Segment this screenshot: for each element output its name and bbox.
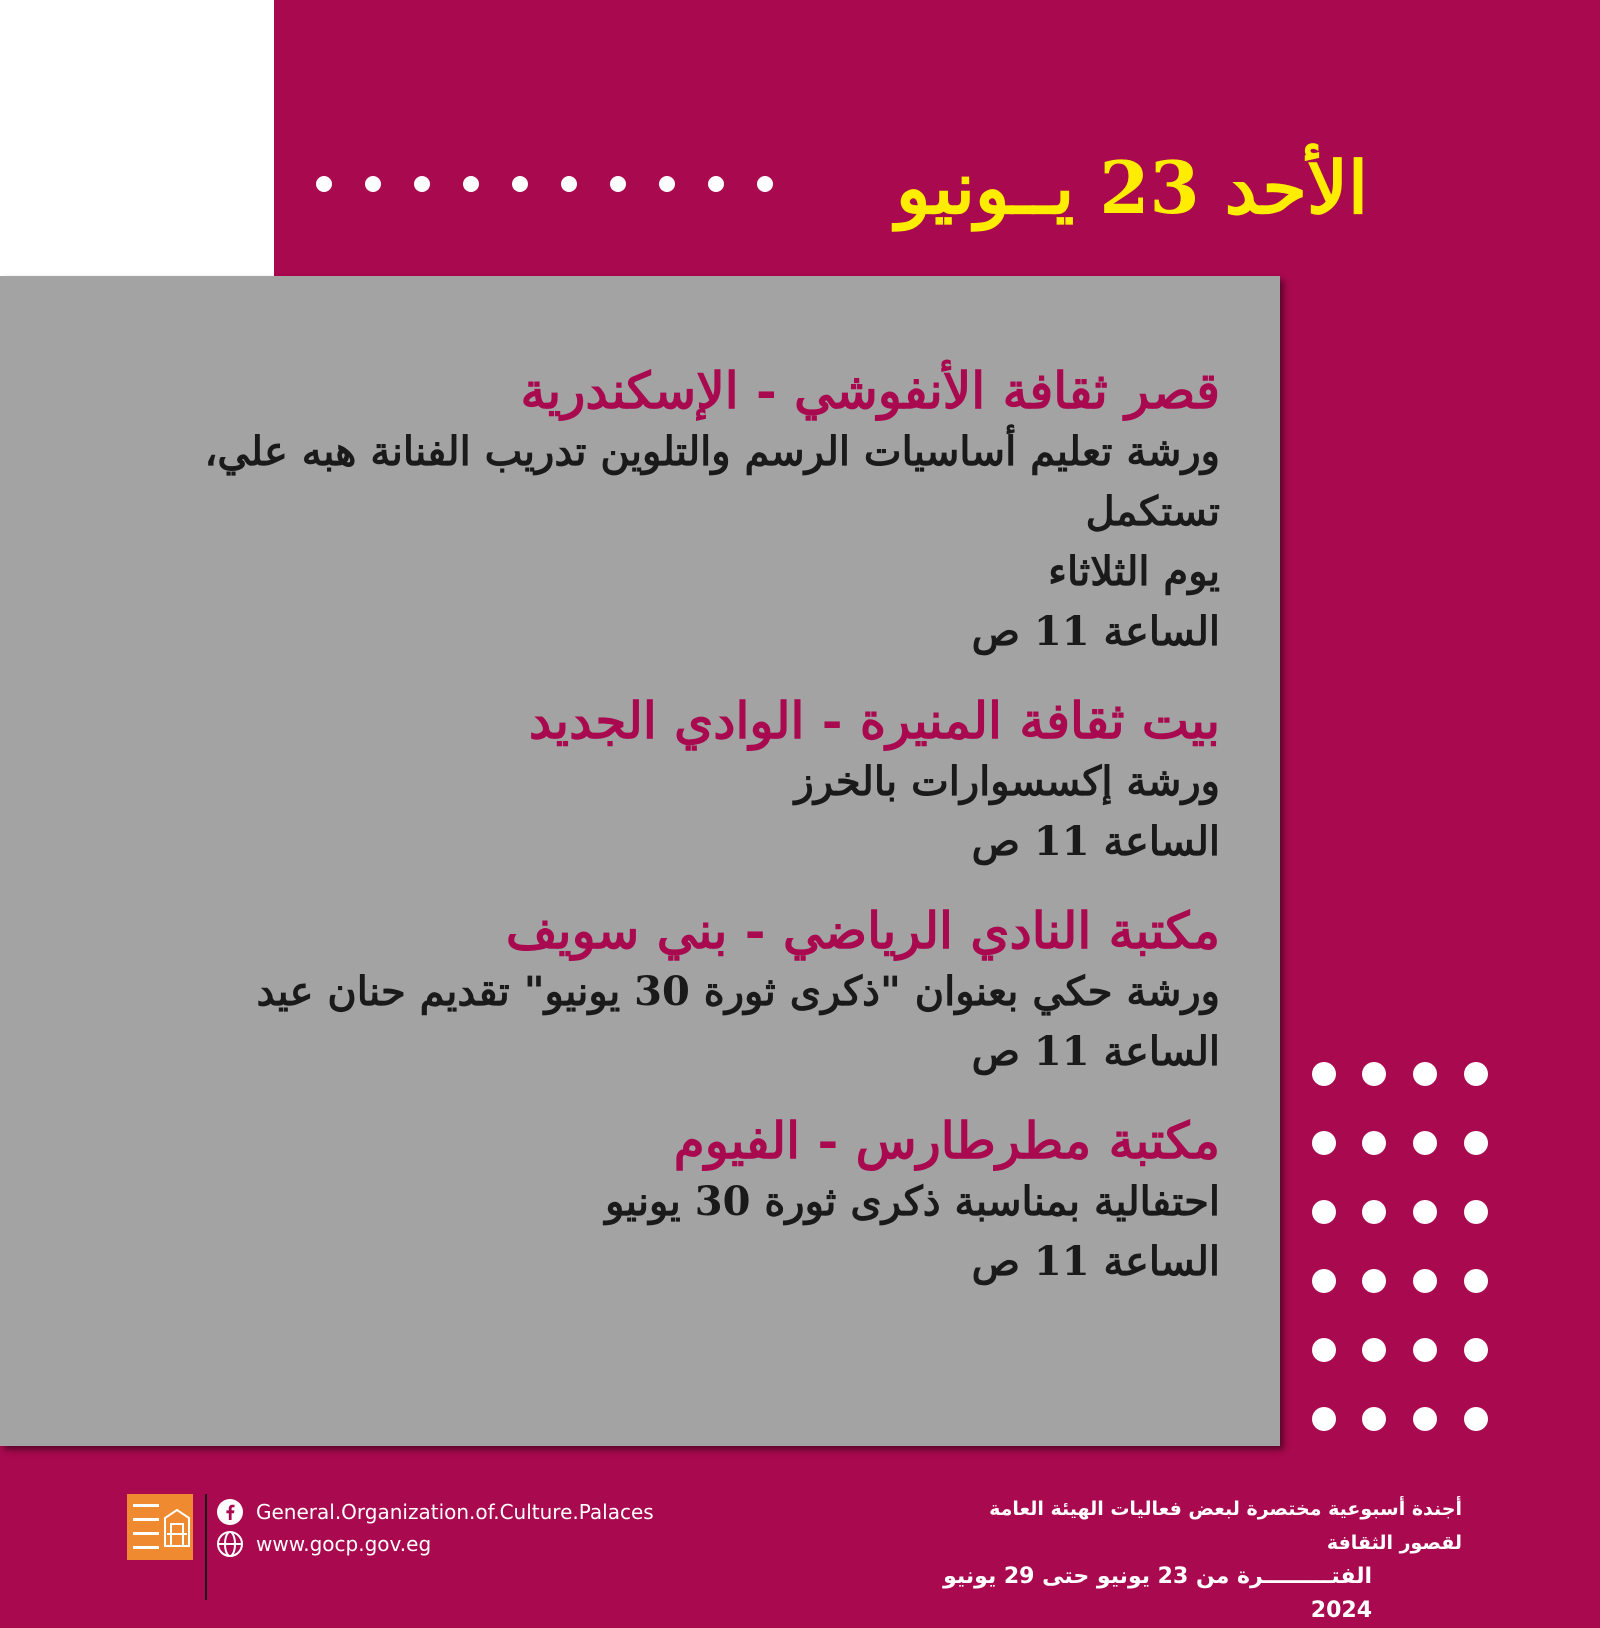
footer-divider: [205, 1494, 207, 1600]
decorative-dot: [1362, 1062, 1386, 1086]
event-description: ورشة تعليم أساسيات الرسم والتلوين تدريب الفنانة هبه علي، تستكمل: [204, 428, 1220, 535]
day-title: الأحد 23 يــونيو: [895, 145, 1368, 230]
white-corner-block: [0, 0, 274, 276]
decorative-dot: [659, 176, 675, 192]
decorative-dot: [1312, 1062, 1336, 1086]
facebook-link[interactable]: General.Organization.of.Culture.Palaces: [256, 1500, 654, 1524]
event-description: يوم الثلاثاء: [1048, 548, 1220, 595]
event-description: ورشة حكي بعنوان "ذكرى ثورة 30 يونيو" تقديم حنان عيد: [256, 968, 1220, 1015]
footer-agenda: [940, 1492, 1462, 1628]
facebook-icon: [216, 1498, 244, 1526]
decorative-dot: [1312, 1269, 1336, 1293]
gocp-logo: [127, 1494, 193, 1560]
events-list: [80, 360, 1220, 1320]
decorative-dot: [1312, 1131, 1336, 1155]
decorative-dot: [1362, 1407, 1386, 1431]
event-venue: مكتبة النادي الرياضي - بني سويف: [505, 901, 1220, 960]
decorative-dot: [1362, 1200, 1386, 1224]
decorative-dot: [1362, 1131, 1386, 1155]
decorative-dot: [365, 176, 381, 192]
decorative-dot: [610, 176, 626, 192]
event-venue: مكتبة مطرطارس - الفيوم: [673, 1111, 1220, 1170]
decorative-dot: [1464, 1062, 1488, 1086]
event-description: احتفالية بمناسبة ذكرى ثورة 30 يونيو: [605, 1178, 1220, 1225]
facebook-row[interactable]: [216, 1496, 654, 1528]
event-venue: قصر ثقافة الأنفوشي - الإسكندرية: [520, 361, 1220, 420]
decorative-dot: [512, 176, 528, 192]
globe-icon: [216, 1530, 244, 1558]
website-link[interactable]: www.gocp.gov.eg: [256, 1532, 432, 1556]
decorative-dot: [1464, 1131, 1488, 1155]
event-item: [80, 360, 1220, 662]
event-item: [80, 900, 1220, 1082]
gocp-logo-mark: [127, 1494, 193, 1560]
decorative-dot: [1413, 1062, 1437, 1086]
decorative-dot: [1413, 1131, 1437, 1155]
decorative-dot: [561, 176, 577, 192]
decorative-dots-row: [316, 176, 790, 192]
decorative-dot: [1312, 1200, 1336, 1224]
decorative-dot: [1413, 1200, 1437, 1224]
decorative-dot: [1312, 1338, 1336, 1362]
event-time: الساعة 11 ص: [971, 818, 1220, 865]
event-time: الساعة 11 ص: [971, 1238, 1220, 1285]
decorative-dot: [1464, 1200, 1488, 1224]
decorative-dot: [463, 176, 479, 192]
decorative-dot: [708, 176, 724, 192]
decorative-dot: [1413, 1338, 1437, 1362]
event-item: [80, 1110, 1220, 1292]
decorative-dot: [1362, 1269, 1386, 1293]
website-row[interactable]: [216, 1528, 654, 1560]
decorative-dot: [1413, 1269, 1437, 1293]
agenda-period: الفتـــــــــرة من 23 يونيو حتى 29 يونيو 2024: [943, 1564, 1372, 1623]
decorative-dot: [757, 176, 773, 192]
footer-contact: [216, 1496, 654, 1560]
decorative-dot-grid: [1312, 1062, 1496, 1434]
decorative-dot: [1413, 1407, 1437, 1431]
event-time: الساعة 11 ص: [971, 1028, 1220, 1075]
event-venue: بيت ثقافة المنيرة - الوادي الجديد: [528, 691, 1220, 750]
event-description: ورشة إكسسوارات بالخرز: [794, 758, 1220, 805]
decorative-dot: [1464, 1269, 1488, 1293]
decorative-dot: [1312, 1407, 1336, 1431]
decorative-dot: [1362, 1338, 1386, 1362]
event-item: [80, 690, 1220, 872]
event-time: الساعة 11 ص: [971, 608, 1220, 655]
decorative-dot: [316, 176, 332, 192]
decorative-dot: [1464, 1338, 1488, 1362]
decorative-dot: [1464, 1407, 1488, 1431]
agenda-title: أجندة أسبوعية مختصرة لبعض فعاليات الهيئة العامة لقصور الثقافة: [989, 1498, 1462, 1554]
decorative-dot: [414, 176, 430, 192]
